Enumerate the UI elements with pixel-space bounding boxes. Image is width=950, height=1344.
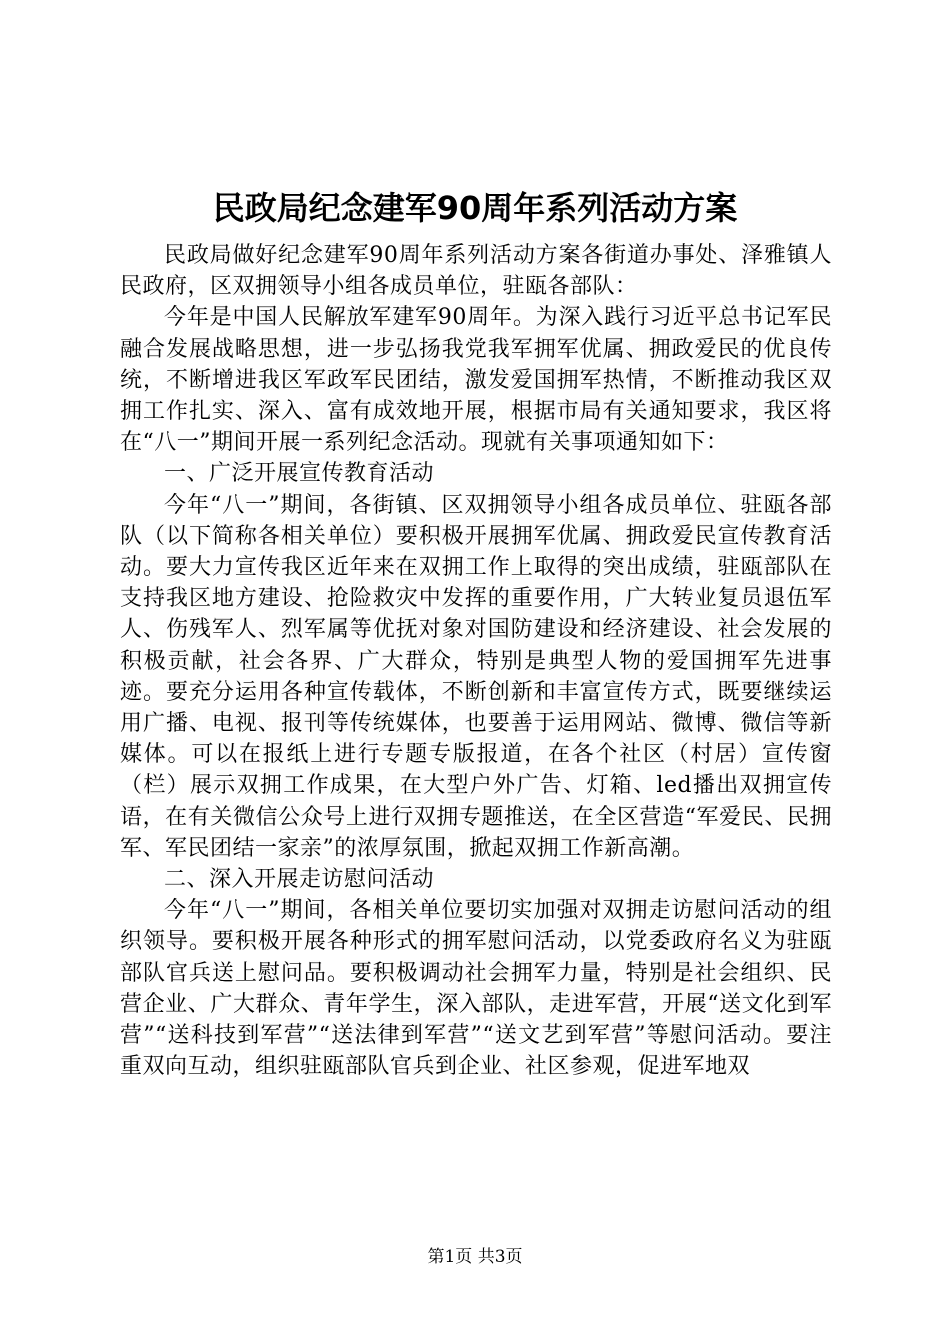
section-heading-2: 二、深入开展走访慰问活动: [164, 867, 435, 893]
greeting-paragraph: 民政局做好纪念建军90周年系列活动方案各街道办事处、泽雅镇人民政府，区双拥领导小组各成员单位，驻瓯各部队：: [120, 243, 832, 300]
intro-paragraph: 今年是中国人民解放军建军90周年。为深入践行习近平总书记军民融合发展战略思想，进一步弘扬我党我军拥军优属、拥政爱民的优良传统，不断增进我区军政军民团结，激发爱国拥军热情，不断推动我区双拥工作扎实、深入、富有成效地开展，根据市局有关通知要求，我区将在“八一”期间开展一系列纪念活动。现就有关事项通知如下：: [120, 305, 832, 456]
document-body: [120, 240, 832, 1082]
page-number-footer: 第1页 共3页: [427, 1247, 523, 1267]
document-title: 民政局纪念建军90周年系列活动方案: [212, 189, 738, 227]
section-1-paragraph: 今年“八一”期间，各街镇、区双拥领导小组各成员单位、驻瓯各部队（以下简称各相关单位）要积极开展拥军优属、拥政爱民宣传教育活动。要大力宣传我区近年来在双拥工作上取得的突出成绩，驻瓯部队在支持我区地方建设、抢险救灾中发挥的重要作用，广大转业复员退伍军人、伤残军人、烈军属等优抚对象对国防建设和经济建设、社会发展的积极贡献，社会各界、广大群众，特别是典型人物的爱国拥军先进事迹。要充分运用各种宣传载体，不断创新和丰富宣传方式，既要继续运用广播、电视、报刊等传统媒体，也要善于运用网站、微博、微信等新媒体。可以在报纸上进行专题专版报道，在各个社区（村居）宣传窗（栏）展示双拥工作成果，在大型户外广告、灯箱、led播出双拥宣传语，在有关微信公众号上进行双拥专题推送，在全区营造“军爱民、民拥军、军民团结一家亲”的浓厚氛围，掀起双拥工作新高潮。: [120, 492, 832, 861]
section-heading-1: 一、广泛开展宣传教育活动: [164, 461, 435, 487]
section-2-paragraph: 今年“八一”期间，各相关单位要切实加强对双拥走访慰问活动的组织领导。要积极开展各种形式的拥军慰问活动，以党委政府名义为驻瓯部队官兵送上慰问品。要积极调动社会拥军力量，特别是社会组织、民营企业、广大群众、青年学生，深入部队，走进军营，开展“送文化到军营”“送科技到军营”“送法律到军营”“送文艺到军营”等慰问活动。要注重双向互动，组织驻瓯部队官兵到企业、社区参观，促进军地双: [120, 898, 832, 1080]
